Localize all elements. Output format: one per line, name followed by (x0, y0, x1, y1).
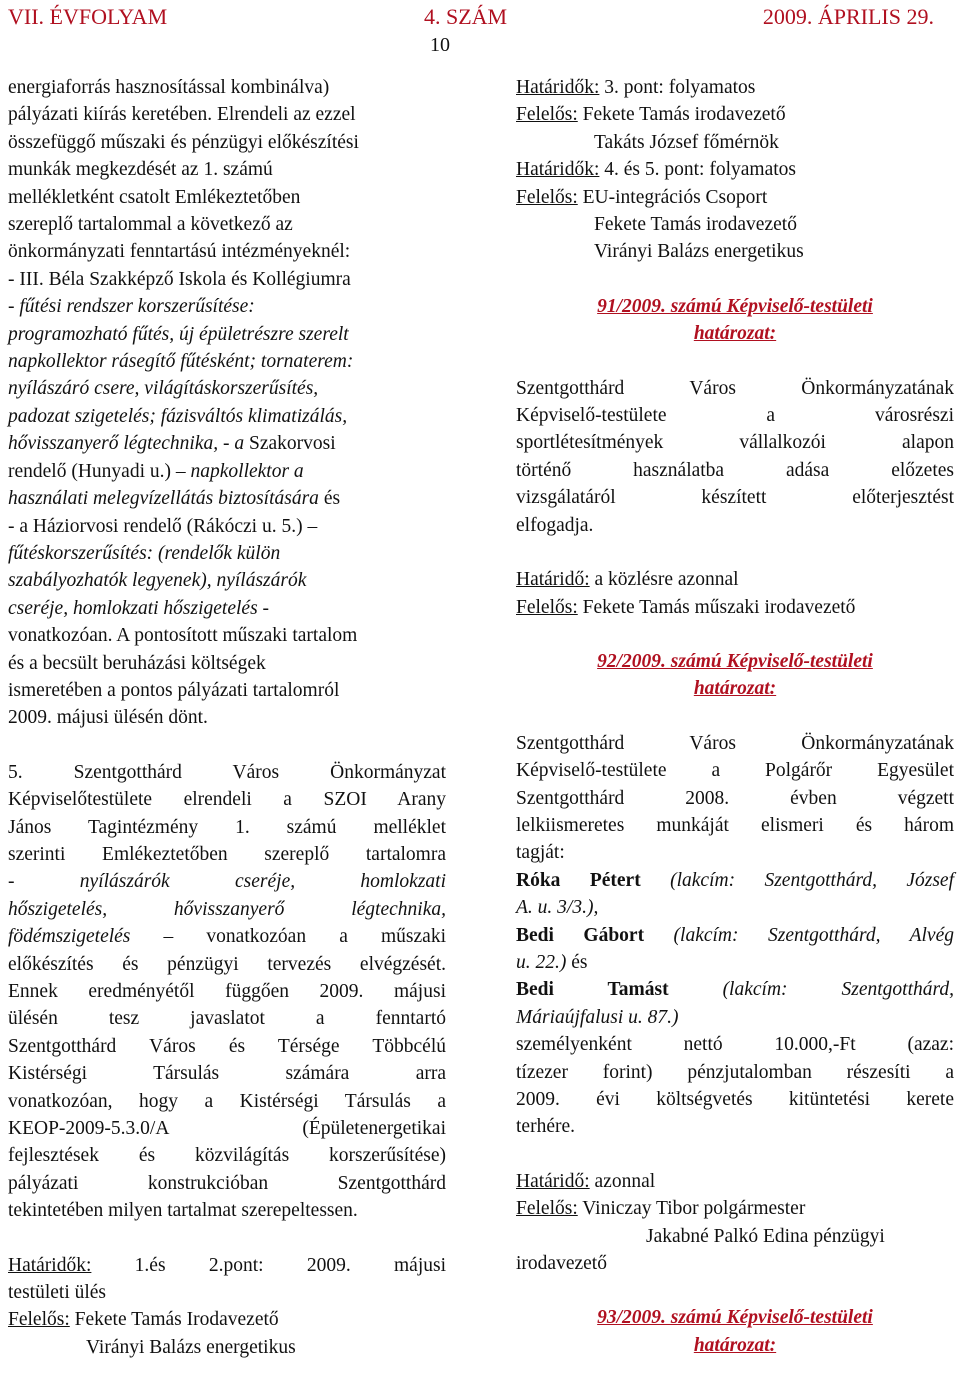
deadline-block (8, 1252, 446, 1362)
deadline-value: a közlésre azonnal (589, 569, 739, 591)
text-line: személyenként nettó 10.000,-Ft (azaz: (516, 1034, 954, 1056)
responsible-line (516, 1195, 954, 1222)
text-line (8, 430, 446, 457)
person-line (516, 867, 954, 894)
deadline-block (516, 74, 954, 266)
spacer (516, 266, 954, 293)
text-run: - a Háziorvosi rendelő (Rákóczi u. 5.) (8, 515, 308, 537)
header-issue: 4. SZÁM (424, 4, 508, 29)
text-line-italic: padozat szigetelés; fázisváltós klimatizálás, (8, 405, 348, 427)
spacer (516, 1141, 954, 1168)
deadline-line (516, 566, 954, 593)
text-line-italic: hőszigetelés, hővisszanyerő légtechnika, (8, 898, 446, 920)
text-line: összefüggő műszaki és pénzügyi előkészítési (8, 131, 359, 153)
text-line: vizsgálatáról készített előterjesztést (516, 487, 954, 509)
decision-title: határozat: (693, 323, 777, 345)
deadline-value: azonnal (589, 1170, 656, 1192)
text-line-italic: fűtéskorszerűsítés: (rendelők külön (8, 542, 281, 564)
responsible-value: irodavezető (516, 1253, 607, 1275)
text-run-italic: használati melegvízellátás biztosítására (8, 488, 324, 510)
text-run: és (323, 488, 341, 510)
person-name: Róka Pétert (516, 869, 641, 891)
text-line: tekintetében milyen tartalmat szerepeltessen. (8, 1200, 358, 1222)
person-address: (lakcím: Szentgotthárd, Alvég (644, 924, 954, 946)
responsible-label: Felelős: (516, 596, 578, 618)
spacer (516, 348, 954, 375)
left-column (8, 74, 446, 1361)
responsible-value: Viniczay Tibor polgármester (577, 1198, 806, 1220)
text-line: vonatkozóan, hogy a Kistérségi Társulás a (8, 1090, 446, 1112)
text-line: lelkiismeretes munkáját elismeri és három (516, 814, 954, 836)
decision-title: 93/2009. számú Képviselő-testületi (597, 1307, 873, 1329)
responsible-label: Felelős: (516, 104, 578, 126)
person-address: Máriaújfalusi u. 87.) (516, 1006, 679, 1028)
responsible-value: Fekete Tamás Irodavezető (69, 1309, 279, 1331)
responsible-value: Takáts József főmérnök (594, 131, 779, 153)
text-line-italic: cseréje, homlokzati hőszigetelés - (8, 597, 270, 619)
page-number: 10 (430, 34, 450, 56)
text-line: tízezer forint) pénzjutalomban részesíti a (516, 1061, 954, 1083)
header-date: 2009. ÁPRILIS 29. (762, 4, 934, 29)
text-line: - III. Béla Szakképző Iskola és Kollégiumra (8, 268, 351, 290)
responsible-value: Fekete Tamás műszaki irodavezető (577, 596, 856, 618)
text-line: ülésén tesz javaslatot a fenntartó (8, 1008, 446, 1030)
text-line: önkormányzati fenntartású intézményeknél: (8, 241, 351, 263)
deadline-label: Határidők: (516, 159, 600, 181)
deadline-line (8, 1252, 446, 1279)
text-line: János Tagintézmény 1. számú melléklet (8, 816, 446, 838)
decision-title: határozat: (693, 678, 777, 700)
text-line-italic: szabályozhatók legyenek), nyílászárók (8, 570, 307, 592)
text-line: mellékletként csatolt Emlékeztetőben (8, 186, 301, 208)
text-line: energiaforrás hasznosítással kombinálva) (8, 77, 330, 98)
responsible-line (516, 594, 954, 621)
responsible-value: Virányi Balázs energetikus (86, 1336, 296, 1358)
text-line: Szentgotthárd Város Önkormányzatának (516, 732, 954, 754)
deadline-label: Határidők: (8, 1254, 92, 1276)
text-line: Ennek eredményétől függően 2009. májusi (8, 981, 446, 1002)
responsible-line (8, 1306, 446, 1333)
text-line (8, 485, 446, 512)
text-line: Képviselő-testülete a városrészi (516, 405, 954, 427)
text-run: Szakorvosi (248, 433, 336, 455)
person-address: u. 22.) (516, 951, 567, 973)
right-column (516, 74, 954, 1359)
text-line: Kistérségi Társulás számára arra (8, 1063, 446, 1085)
text-run: rendelő (Hunyadi u.) (8, 460, 176, 482)
spacer (516, 703, 954, 730)
text-line: pályázati kiírás keretében. Elrendeli az ezzel (8, 104, 356, 126)
decision-title: határozat: (693, 1334, 777, 1356)
text-run: – vonatkozóan a műszaki (130, 926, 446, 948)
decision-93 (516, 1304, 954, 1359)
header-volume: VII. ÉVFOLYAM (8, 4, 168, 29)
text-line: történő használatba adása előzetes (516, 459, 954, 481)
person-address: (lakcím: Szentgotthárd, József (640, 869, 955, 891)
deadline-value: 4. és 5. pont: folyamatos (599, 159, 796, 181)
text-line: Szentgotthárd 2008. évben végzett (516, 787, 954, 809)
decision-91 (516, 293, 954, 621)
text-line: 2009. májusi ülésén dönt. (8, 707, 208, 729)
decision-92 (516, 648, 954, 1278)
responsible-value: Jakabné Palkó Edina pénzügyi (646, 1225, 885, 1247)
person-line (516, 976, 954, 1003)
spacer (8, 732, 446, 759)
text-line: Képviselő-testülete a Polgárőr Egyesület (516, 760, 954, 782)
text-line: Szentgotthárd Város Önkormányzatának (516, 377, 954, 399)
text-line: terhére. (516, 1116, 575, 1138)
deadline-label: Határidők: (516, 77, 600, 98)
responsible-line (516, 101, 954, 128)
responsible-value: EU-integrációs Csoport (577, 186, 768, 208)
responsible-value: Fekete Tamás irodavezető (577, 104, 786, 126)
text-line-italic: napkollektor rásegítő fűtésként; tornaterem: (8, 351, 354, 373)
deadline-value: testületi ülés (8, 1282, 107, 1304)
person-address: A. u. 3/3.), (516, 897, 599, 919)
text-run-italic: födémszigetelés (8, 926, 131, 948)
decision-title: 91/2009. számú Képviselő-testületi (597, 295, 873, 317)
text-line: elfogadja. (516, 514, 594, 536)
paragraph-5 (8, 759, 446, 1225)
text-line: szerinti Emlékeztetőben szereplő tartalomra (8, 843, 446, 865)
text-line: Képviselőtestülete elrendeli a SZOI Arany (8, 789, 446, 811)
deadline-line (516, 156, 954, 183)
text-run-italic: – napkollektor a (175, 460, 304, 482)
person-address: (lakcím: Szentgotthárd, (668, 979, 954, 1001)
responsible-label: Felelős: (8, 1309, 70, 1331)
deadline-value: 3. pont: folyamatos (599, 77, 756, 98)
responsible-label: Felelős: (516, 1198, 578, 1220)
text-run-italic: hővisszanyerő légtechnika, - a (8, 433, 249, 455)
text-line: sportlétesítmények vállalkozói alapon (516, 432, 954, 454)
person-name: Bedi Tamást (516, 979, 669, 1001)
text-line: munkák megkezdését az 1. számú (8, 159, 273, 181)
text-line: szereplő tartalommal a következő az (8, 214, 293, 236)
spacer (516, 539, 954, 566)
text-line (8, 458, 446, 485)
responsible-value: Fekete Tamás irodavezető (594, 214, 797, 236)
text-line (8, 923, 446, 950)
deadline-line (516, 74, 954, 101)
person-line (516, 1004, 954, 1031)
spacer (516, 621, 954, 648)
text-line-italic: programozható fűtés, új épületrészre szerelt (8, 323, 349, 345)
person-name: Bedi Gábort (516, 924, 645, 946)
text-line: 2009. évi költségvetés kitüntetési kerete (516, 1089, 954, 1110)
text-line: és a becsült beruházási költségek (8, 652, 266, 674)
text-line: KEOP-2009-5.3.0/A (Épületenergetikai (8, 1118, 446, 1140)
responsible-line (516, 184, 954, 211)
text-run: és (566, 951, 588, 973)
text-line: pályázati konstrukcióban Szentgotthárd (8, 1172, 446, 1194)
text-line: előkészítés és pénzügyi tervezés elvégzését. (8, 953, 446, 975)
text-run-italic: – (307, 515, 318, 537)
person-line (516, 894, 954, 921)
text-line-italic: nyílászáró csere, világításkorszerűsítés, (8, 378, 319, 400)
person-line (516, 949, 954, 976)
text-line: Szentgotthárd Város és Térsége Többcélú (8, 1035, 446, 1057)
paragraph-4 (8, 74, 446, 732)
text-line (8, 513, 446, 540)
deadline-label: Határidő: (516, 1170, 590, 1192)
decision-title: 92/2009. számú Képviselő-testületi (597, 650, 873, 672)
spacer (516, 1277, 954, 1304)
spacer (8, 1225, 446, 1252)
text-line: 5. Szentgotthárd Város Önkormányzat (8, 761, 446, 783)
text-line: ismeretében a pontos pályázati tartalomról (8, 679, 340, 701)
responsible-value: Virányi Balázs energetikus (594, 241, 804, 263)
text-line-italic: - nyílászárók cseréje, homlokzati (8, 871, 446, 893)
text-line: tagját: (516, 842, 565, 864)
page-header (8, 4, 952, 30)
person-line (516, 922, 954, 949)
text-line: vonatkozóan. A pontosított műszaki tartalom (8, 625, 358, 647)
responsible-label: Felelős: (516, 186, 578, 208)
deadline-label: Határidő: (516, 569, 590, 591)
deadline-line (516, 1168, 954, 1195)
text-line: fejlesztések és közvilágítás korszerűsítése) (8, 1145, 446, 1167)
text-line-italic: - fűtési rendszer korszerűsítése: (8, 296, 255, 318)
deadline-value: 1.és 2.pont: 2009. májusi (91, 1254, 446, 1276)
